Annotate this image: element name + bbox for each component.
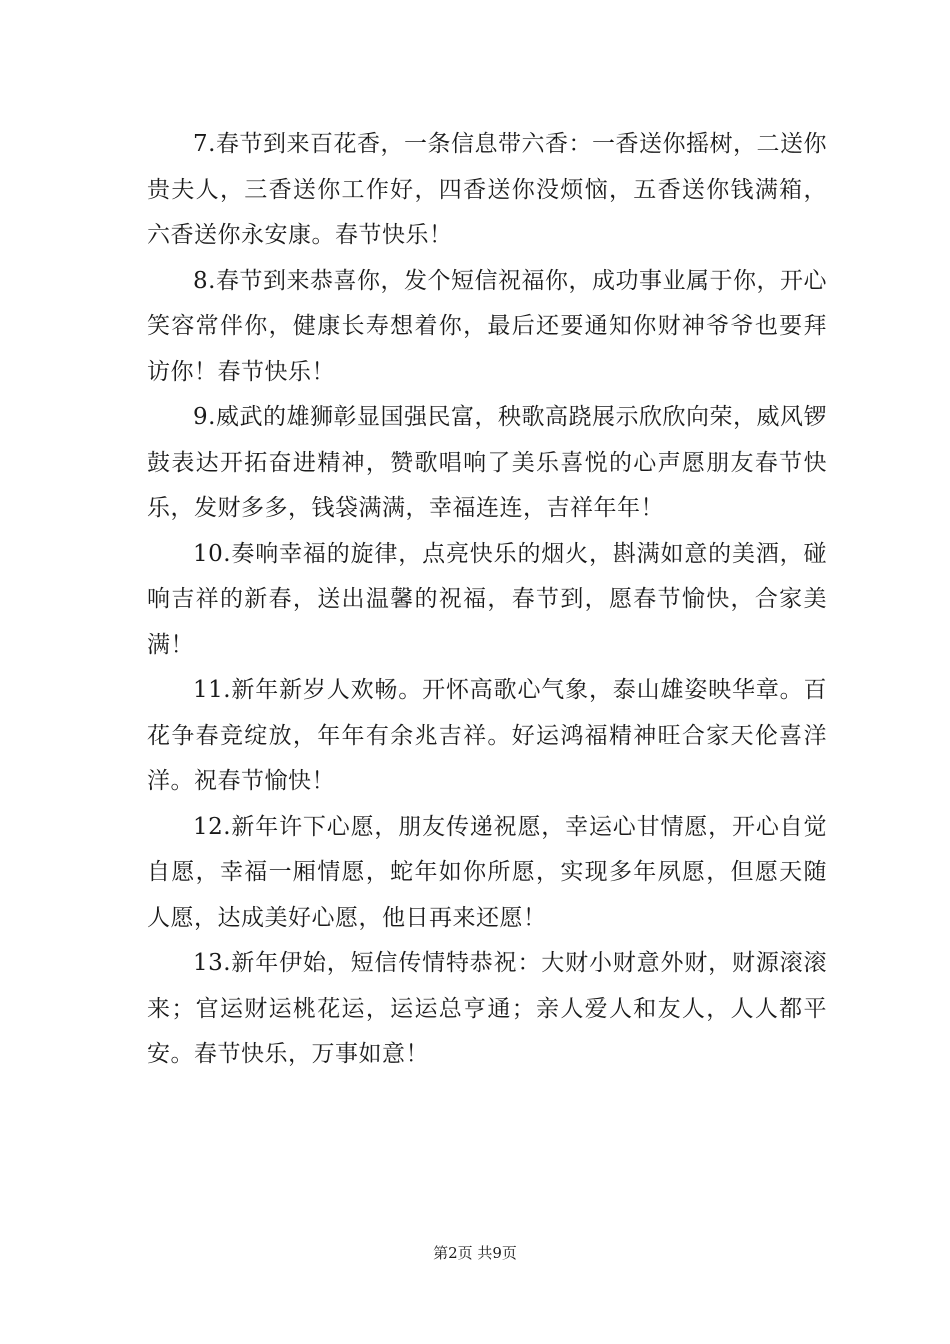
document-body [147,122,827,1078]
paragraph-8: 8.春节到来恭喜你，发个短信祝福你，成功事业属于你，开心笑容常伴你，健康长寿想着你，最后还要通知你财神爷爷也要拜访你！春节快乐！ [147,267,827,385]
paragraph-12: 12.新年许下心愿，朋友传递祝愿，幸运心甘情愿，开心自觉自愿，幸福一厢情愿，蛇年如你所愿，实现多年夙愿，但愿天随人愿，达成美好心愿，他日再来还愿！ [147,813,827,931]
paragraph-11: 11.新年新岁人欢畅。开怀高歌心气象，泰山雄姿映华章。百花争春竞绽放，年年有余兆吉祥。好运鸿福精神旺合家天伦喜洋洋。祝春节愉快！ [147,677,827,794]
paragraph-10: 10.奏响幸福的旋律，点亮快乐的烟火，斟满如意的美酒，碰响吉祥的新春，送出温馨的祝福，春节到，愿春节愉快，合家美满！ [147,540,827,658]
page-number-footer: 第2页 共9页 [433,1244,517,1262]
paragraph-9: 9.威武的雄狮彰显国强民富，秧歌高跷展示欣欣向荣，威风锣鼓表达开拓奋进精神，赞歌唱响了美乐喜悦的心声愿朋友春节快乐，发财多多，钱袋满满，幸福连连，吉祥年年！ [147,404,827,521]
paragraph-13: 13.新年伊始，短信传情特恭祝：大财小财意外财，财源滚滚来；官运财运桃花运，运运总亨通；亲人爱人和友人，人人都平安。春节快乐，万事如意！ [147,950,827,1067]
paragraph-7: 7.春节到来百花香，一条信息带六香：一香送你摇树，二送你贵夫人，三香送你工作好，四香送你没烦恼，五香送你钱满箱，六香送你永安康。春节快乐！ [147,131,827,248]
